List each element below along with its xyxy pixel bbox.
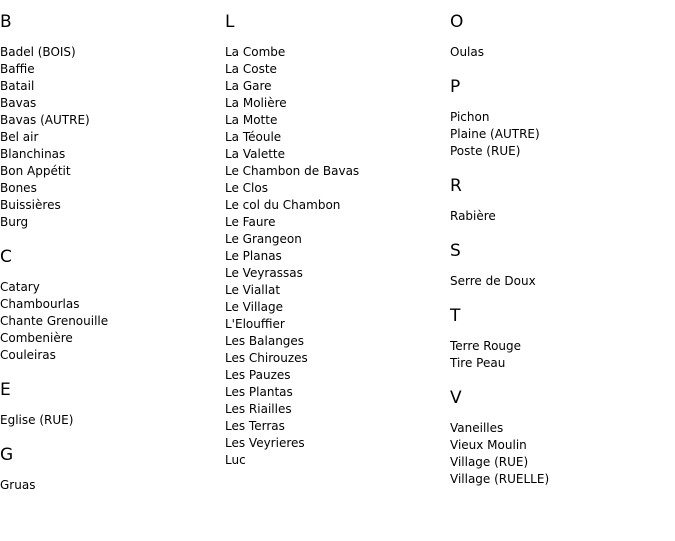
letter-heading: T xyxy=(450,306,461,326)
place-name: Vieux Moulin xyxy=(450,438,527,452)
place-name: Le Grangeon xyxy=(225,232,302,246)
place-name: La Gare xyxy=(225,79,272,93)
place-list xyxy=(450,261,672,290)
letter-heading: V xyxy=(450,388,462,408)
place-name: Baffie xyxy=(0,62,35,76)
place-name: Village (RUELLE) xyxy=(450,472,550,486)
index-column-1 xyxy=(0,0,222,494)
index-column-2 xyxy=(225,0,447,469)
place-name: Le Clos xyxy=(225,181,268,195)
place-name: Le col du Chambon xyxy=(225,198,341,212)
place-list xyxy=(225,32,447,469)
place-name: Le Planas xyxy=(225,249,282,263)
place-name: Blanchinas xyxy=(0,147,66,161)
place-name: Le Chambon de Bavas xyxy=(225,164,360,178)
place-name: Terre Rouge xyxy=(450,339,522,353)
place-name: Eglise (RUE) xyxy=(0,413,74,427)
place-list xyxy=(0,32,222,231)
place-name: Tire Peau xyxy=(450,356,506,370)
place-name: Pichon xyxy=(450,110,490,124)
place-name: La Molière xyxy=(225,96,287,110)
letter-group xyxy=(0,364,222,429)
place-name: Les Plantas xyxy=(225,385,293,399)
place-name: Poste (RUE) xyxy=(450,144,521,158)
place-name: Combenière xyxy=(0,331,73,345)
place-name: Le Viallat xyxy=(225,283,281,297)
letter-heading: B xyxy=(0,12,12,32)
letter-heading: E xyxy=(0,380,11,400)
place-name: Bavas (AUTRE) xyxy=(0,113,90,127)
place-name: Les Veyrieres xyxy=(225,436,305,450)
place-name: Les Terras xyxy=(225,419,285,433)
place-name: La Motte xyxy=(225,113,278,127)
place-name: Les Chirouzes xyxy=(225,351,308,365)
index-column-3 xyxy=(450,0,672,488)
letter-group xyxy=(450,290,672,372)
place-list xyxy=(450,326,672,372)
letter-group xyxy=(225,0,447,469)
place-name: Buissières xyxy=(0,198,61,212)
place-list xyxy=(0,267,222,364)
letter-heading: L xyxy=(225,12,235,32)
place-list xyxy=(0,400,222,429)
place-name: Le Faure xyxy=(225,215,276,229)
place-name: Batail xyxy=(0,79,35,93)
place-name: Le Village xyxy=(225,300,283,314)
letter-heading: O xyxy=(450,12,464,32)
place-list xyxy=(450,97,672,160)
place-name: Chambourlas xyxy=(0,297,80,311)
place-name: L'Elouffier xyxy=(225,317,285,331)
letter-heading: R xyxy=(450,176,462,196)
letter-group xyxy=(0,0,222,231)
place-name: Gruas xyxy=(0,478,36,492)
place-list xyxy=(450,32,672,61)
place-name: Plaine (AUTRE) xyxy=(450,127,540,141)
letter-heading: G xyxy=(0,445,14,465)
letter-heading: C xyxy=(0,247,12,267)
place-name: Les Pauzes xyxy=(225,368,291,382)
place-name: La Valette xyxy=(225,147,285,161)
place-name: Couleiras xyxy=(0,348,56,362)
place-name: Bavas xyxy=(0,96,37,110)
place-name: Rabière xyxy=(450,209,496,223)
place-name: Serre de Doux xyxy=(450,274,536,288)
letter-group xyxy=(450,160,672,225)
place-name: La Combe xyxy=(225,45,286,59)
place-name: Vaneilles xyxy=(450,421,504,435)
letter-group xyxy=(0,231,222,364)
place-name: Bon Appétit xyxy=(0,164,71,178)
place-name: Burg xyxy=(0,215,29,229)
place-list xyxy=(450,196,672,225)
place-name: La Téoule xyxy=(225,130,282,144)
place-name: Le Veyrassas xyxy=(225,266,303,280)
place-list xyxy=(0,465,222,494)
place-name: Bones xyxy=(0,181,37,195)
place-name: Badel (BOIS) xyxy=(0,45,76,59)
place-name: Les Riailles xyxy=(225,402,292,416)
place-name: Catary xyxy=(0,280,40,294)
letter-group xyxy=(450,61,672,160)
letter-heading: S xyxy=(450,241,461,261)
place-name: Village (RUE) xyxy=(450,455,529,469)
place-name: Luc xyxy=(225,453,246,467)
letter-heading: P xyxy=(450,77,461,97)
place-name: Bel air xyxy=(0,130,39,144)
letter-group xyxy=(450,225,672,290)
place-name: Chante Grenouille xyxy=(0,314,109,328)
place-name: Les Balanges xyxy=(225,334,305,348)
place-name: La Coste xyxy=(225,62,277,76)
place-name: Oulas xyxy=(450,45,484,59)
place-list xyxy=(450,408,672,488)
letter-group xyxy=(450,0,672,61)
letter-group xyxy=(450,372,672,488)
letter-group xyxy=(0,429,222,494)
